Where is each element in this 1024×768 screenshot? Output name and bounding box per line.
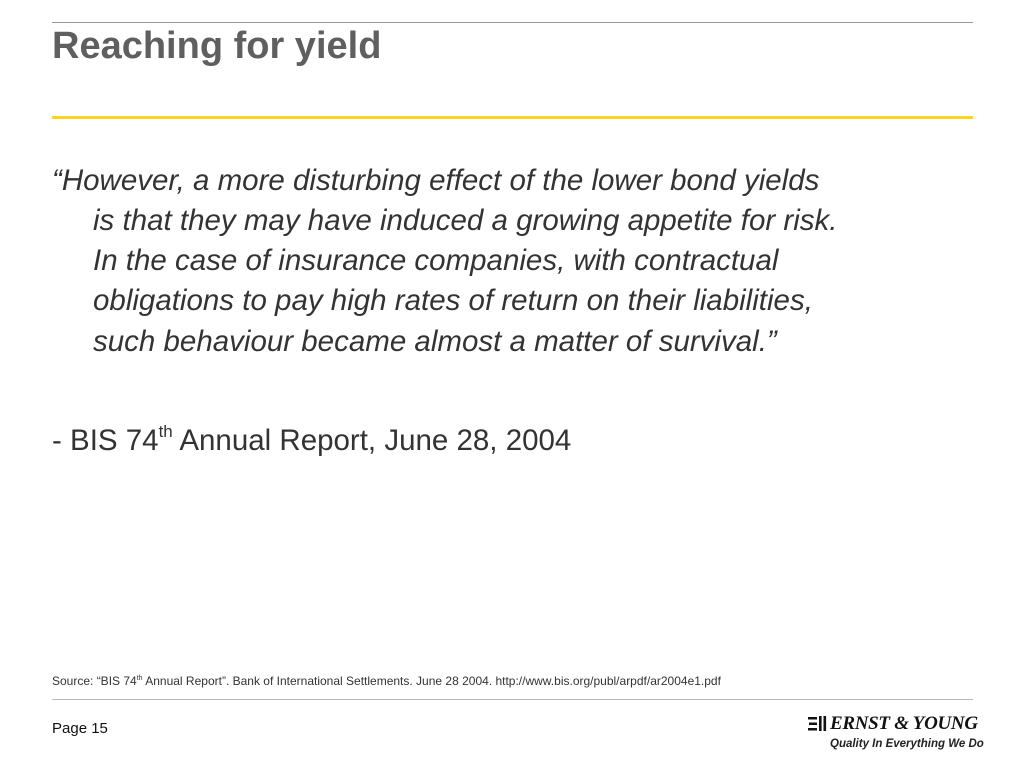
ernst-young-logo xyxy=(808,713,984,755)
title-accent-rule xyxy=(52,116,973,119)
quote-line: obligations to pay high rates of return on their liabilities, xyxy=(93,284,813,317)
attribution-prefix: - BIS 74 xyxy=(52,424,159,457)
quote-line: “However, a more disturbing effect of the lower bond yields xyxy=(52,164,820,197)
ey-logo-mark-icon xyxy=(808,716,828,732)
quote-attribution xyxy=(52,421,571,461)
logo-tagline: Quality In Everything We Do xyxy=(830,738,984,750)
quote-line: is that they may have induced a growing appetite for risk. xyxy=(93,204,838,237)
logo-name: ERNST & YOUNG xyxy=(830,713,978,734)
source-prefix: Source: “BIS 74 xyxy=(52,674,137,688)
slide-title: Reaching for yield xyxy=(52,25,382,67)
source-superscript: th xyxy=(136,675,143,682)
page-number: Page 15 xyxy=(52,720,108,737)
attribution-suffix: Annual Report, June 28, 2004 xyxy=(172,424,572,457)
quote-line: In the case of insurance companies, with contractual xyxy=(93,244,779,277)
attribution-superscript: th xyxy=(158,422,173,441)
source-note xyxy=(52,674,721,688)
quote-line: such behaviour became almost a matter of survival.” xyxy=(93,325,777,358)
source-suffix: Annual Report”. Bank of International Settlements. June 28 2004. http://www.bis.org/publ/arpdf/ar2004e1.pdf xyxy=(142,674,721,688)
footer-divider xyxy=(52,699,973,700)
